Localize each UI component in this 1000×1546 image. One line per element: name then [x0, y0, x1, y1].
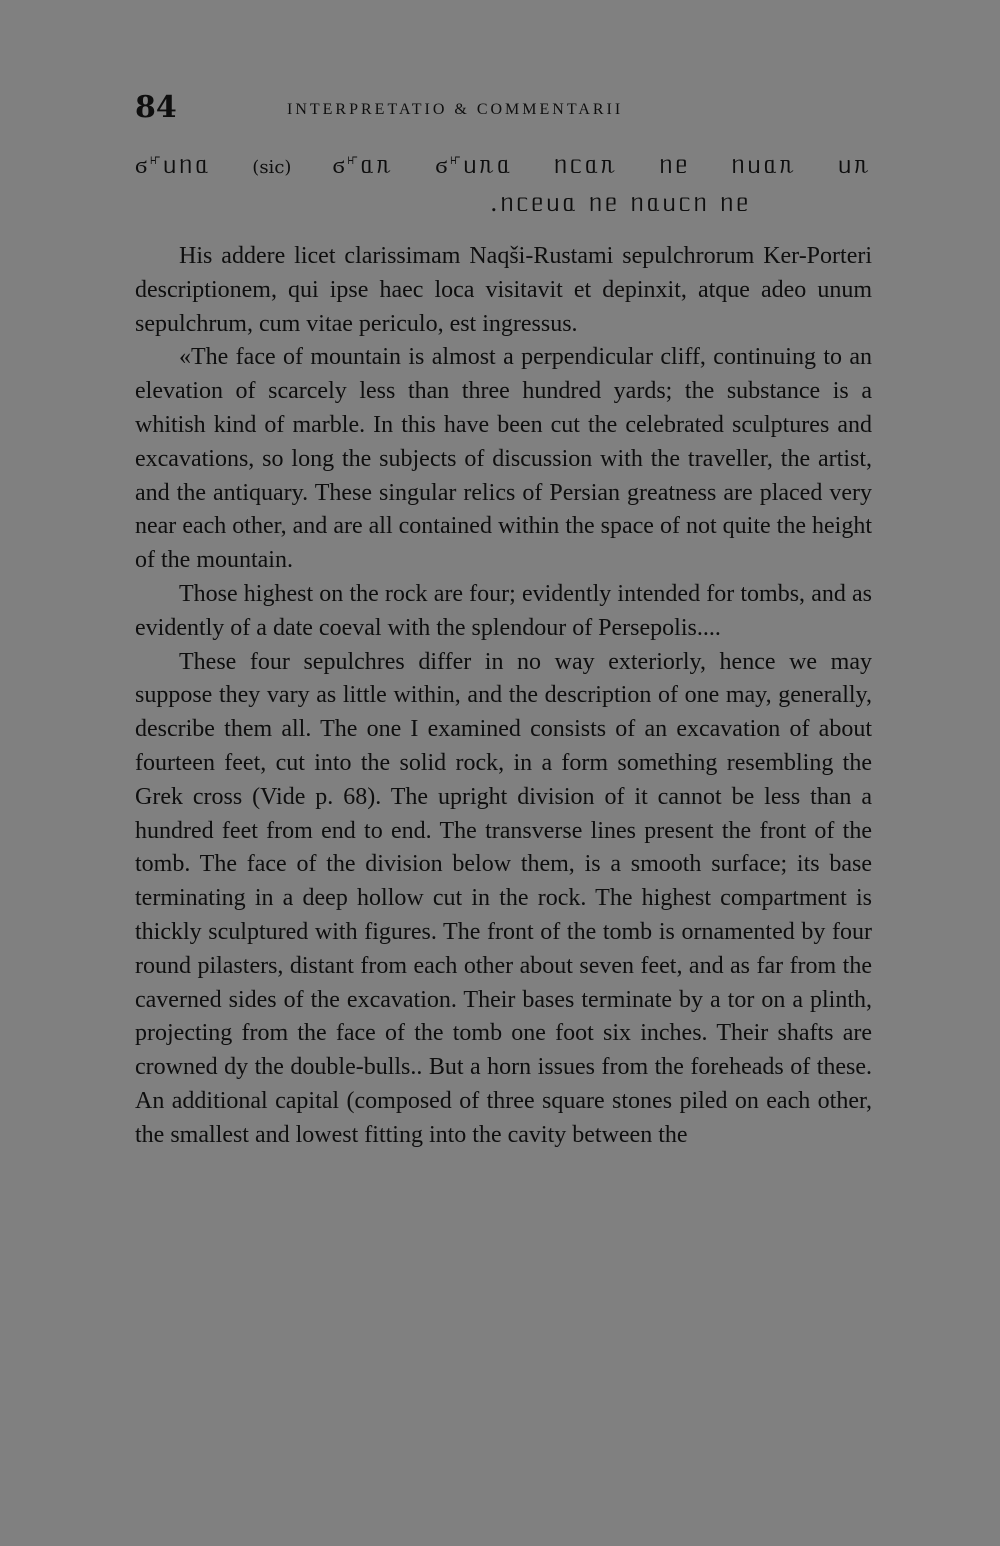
script-segment-a: ϭ𝆦ᥙᥒᥲ — [135, 151, 253, 179]
script-quotation — [135, 150, 872, 240]
paragraph-1: His addere licet clarissimam Naqši-Rustami sepulchrorum Ker-Porteri descriptionem, qui ipse haec loca visitavit et depinxit, atque adeo unum sepulchrum, cum vitae periculo, est ingressus. — [135, 243, 872, 337]
script-segment-b: ϭ𝆦ᥲᥰ ϭ𝆦ᥙᥰᥲ ᥒᥴᥲᥰ ᥒᥱ ᥒᥙᥲᥰ ᥙᥰ — [291, 151, 872, 179]
paragraph-2: «The face of mountain is almost a perpendicular cliff, continuing to an elevation of scarcely less than three hundred yards; the substance is a whitish kind of marble. In this have been cut the celebrated sculptures and excavations, so long the subjects of discussion with the traveller, the artist, and the antiquary. These singular relics of Persian greatness are placed very near each other, and are all contained within the space of not quite the height of the mountain. — [135, 344, 872, 574]
page-header — [135, 88, 872, 132]
script-line-1 — [135, 150, 872, 183]
running-head: INTERPRETATIO & COMMENTARII — [287, 101, 624, 118]
paragraph-4: These four sepulchres differ in no way exteriorly, hence we may suppose they vary as little within, and the description of one may, generally, describe them all. The one I examined consists of an excavation of about fourteen feet, cut into the solid rock, in a form something resembling the Grek cross (Vide p. 68). The upright division of it cannot be less than a hundred feet from end to end. The transverse lines present the front of the tomb. The face of the division below them, is a smooth surface; its base terminating in a deep hollow cut in the rock. The highest compartment is thickly sculptured with figures. The front of the tomb is ornamented by four round pilasters, distant from each other about seven feet, and as far from the caverned sides of the excavation. Their bases terminate by a tor on a plinth, projecting from the face of the tomb one foot six inches. Their shafts are crowned dy the double-bulls.. But a horn issues from the foreheads of these. An additional capital (composed of three square stones piled on each other, the smallest and lowest fitting into the cavity between the — [135, 648, 872, 1148]
body-text — [135, 240, 872, 1153]
book-page — [135, 88, 872, 1153]
sic-note: (sic) — [252, 157, 292, 178]
script-line-2: .ᥒᥴᥱᥙᥲ ᥒᥱ ᥒᥲᥙᥴᥒ ᥒᥱ — [490, 189, 752, 217]
paragraph-3: Those highest on the rock are four; evidently intended for tombs, and as evidently of a date coeval with the splendour of Persepolis.... — [135, 580, 872, 641]
page-number: 84 — [135, 90, 177, 125]
